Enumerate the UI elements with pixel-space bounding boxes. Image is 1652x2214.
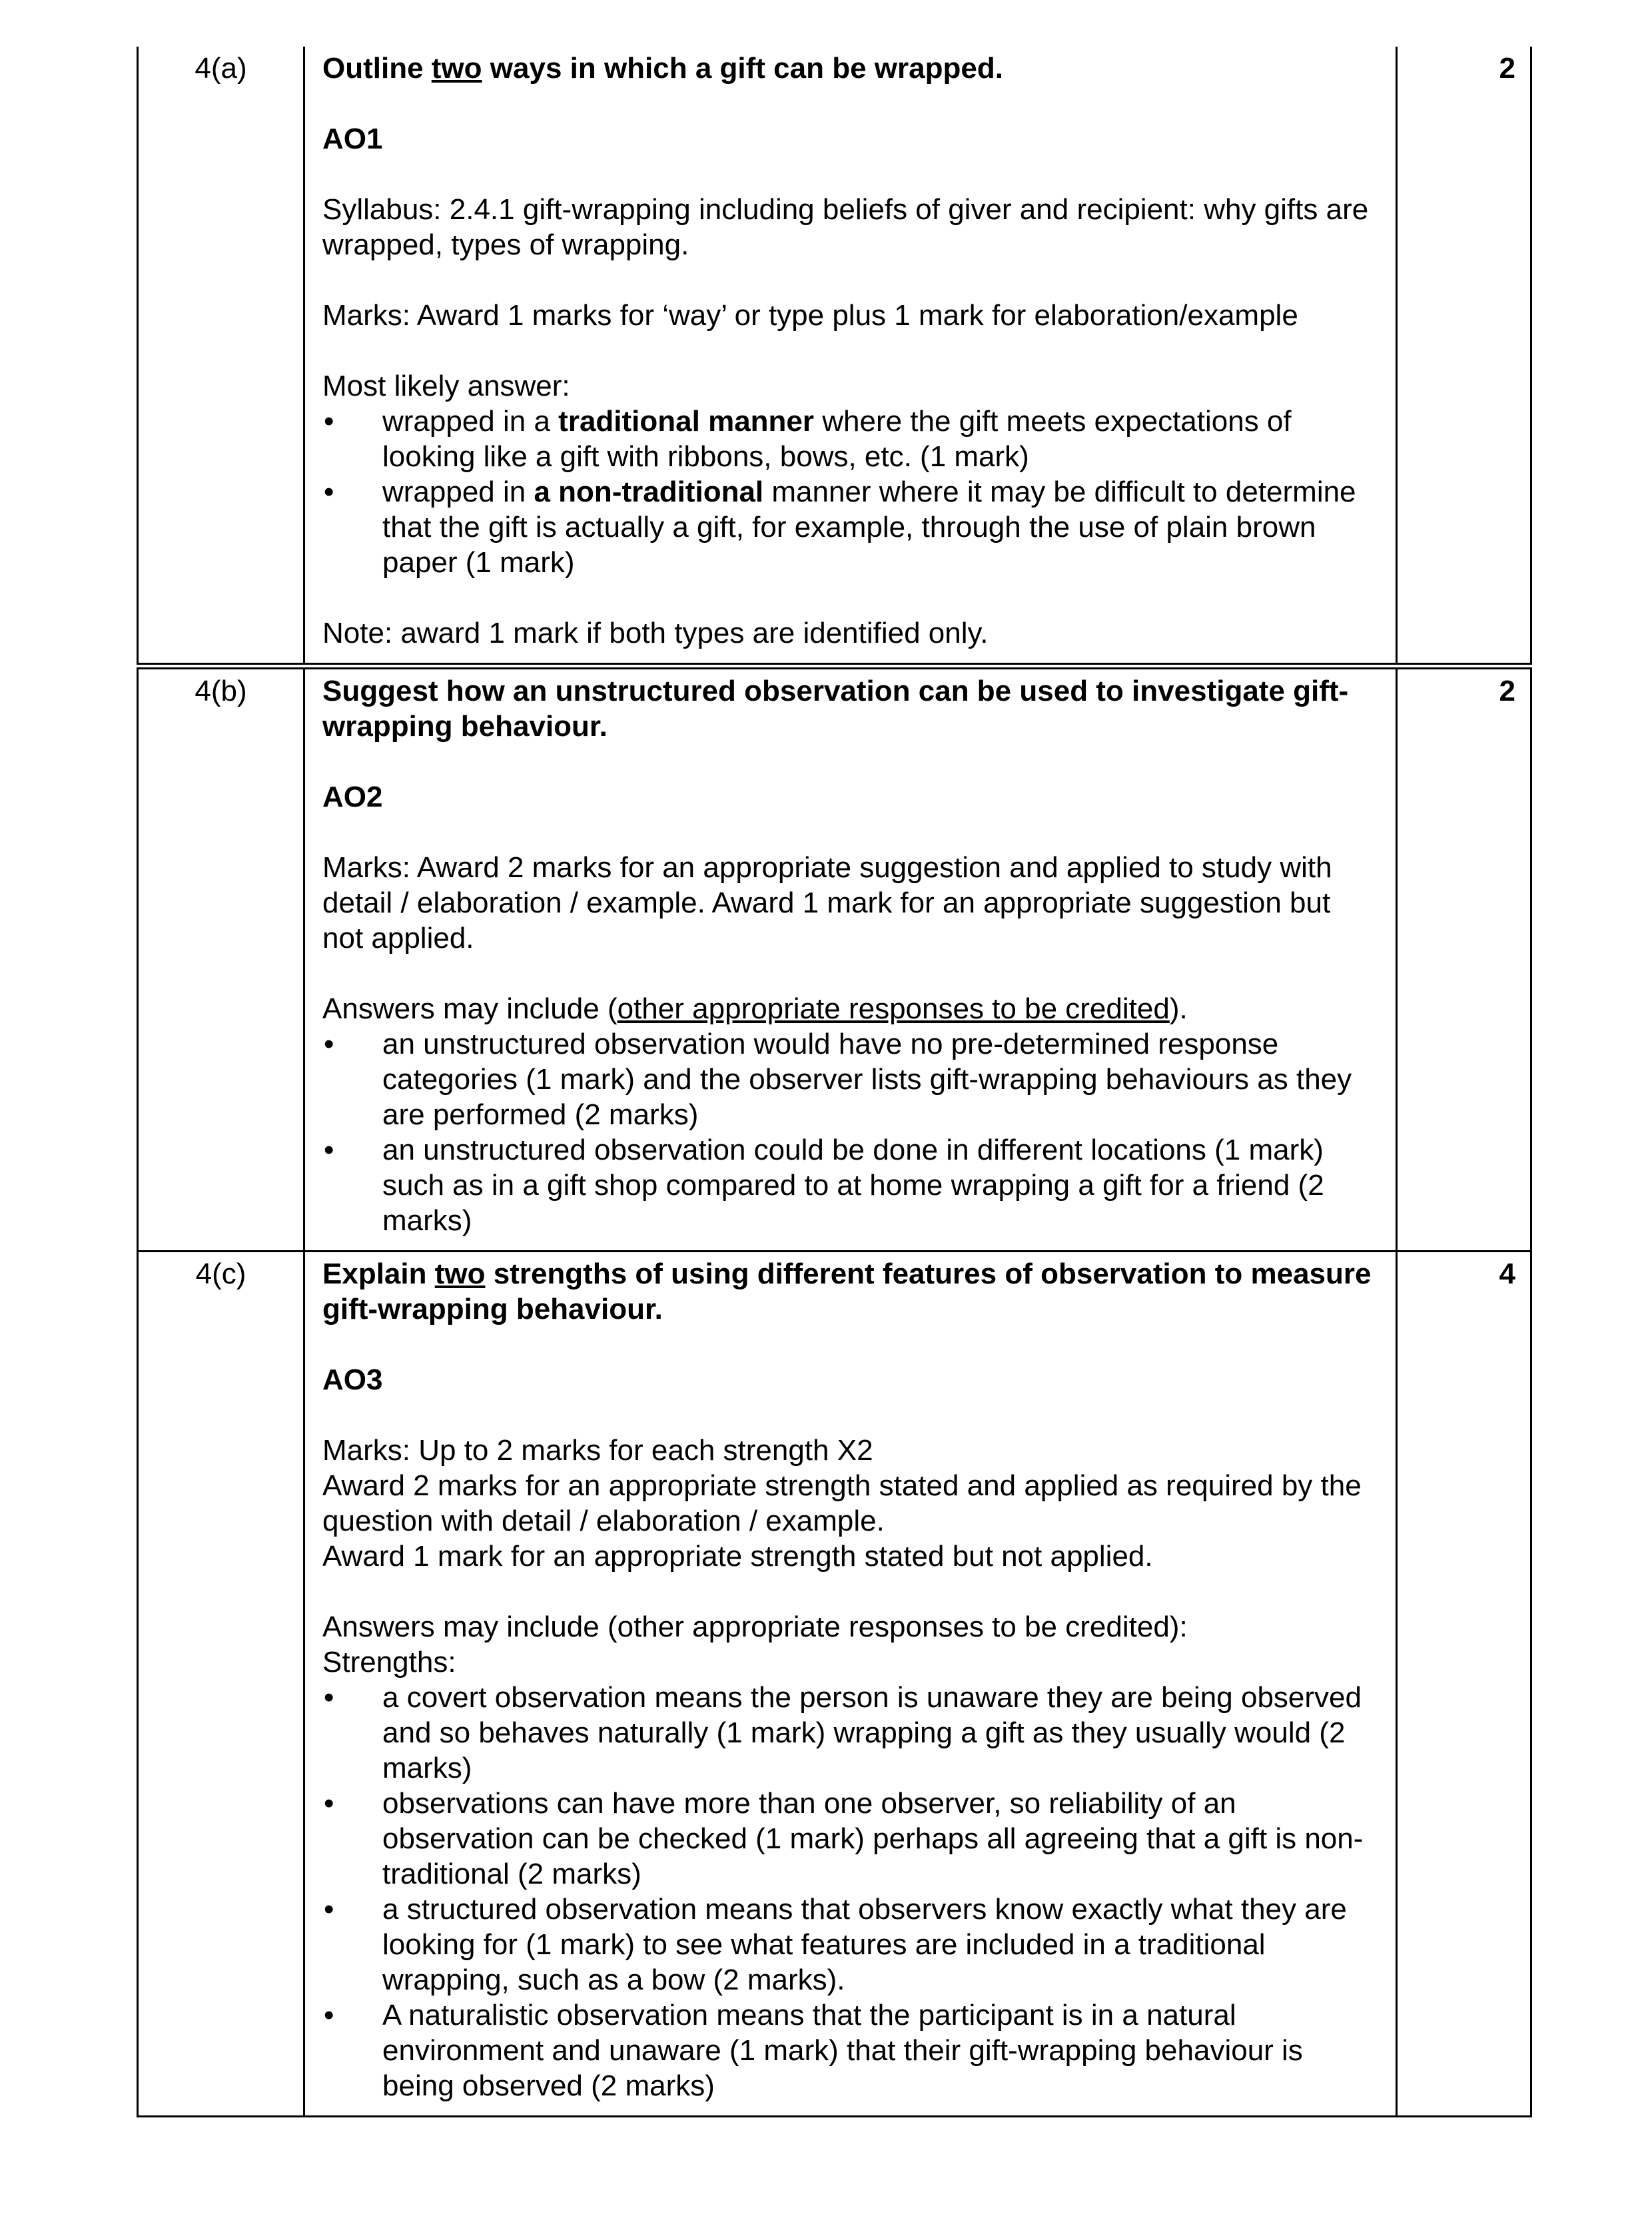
strengths-label: Strengths:	[322, 1646, 456, 1678]
list-item: • an unstructured observation would have no pre-determined response categories (1 mark) and the observer lists gift-wrapping behaviours as they are performed (2 marks)	[324, 1028, 1352, 1131]
question-number: 4(c)	[138, 1252, 304, 2117]
question-text: Explain two strengths of using different features of observation to measure gift-wrapping behaviour.	[322, 1258, 1372, 1325]
marks-guidance-line: Award 2 marks for an appropriate strength stated and applied as required by the question with detail / elaboration / example.	[322, 1469, 1362, 1537]
bullet-icon: •	[324, 1893, 334, 1926]
mark-scheme-table	[137, 47, 1532, 2117]
question-row-4a	[138, 47, 1531, 666]
list-item: • wrapped in a traditional manner where the gift meets expectations of looking like a gift with ribbons, bows, etc. (1 mark)	[324, 405, 1292, 473]
answer-list	[322, 404, 1378, 580]
list-item: • a structured observation means that observers know exactly what they are looking for (1 mark) to see what features are included in a traditional wrapping, such as a bow (2 marks).	[324, 1893, 1347, 1996]
question-content	[304, 47, 1397, 666]
marks-available: 4	[1397, 1252, 1531, 2117]
question-number: 4(b)	[138, 666, 304, 1252]
marks-guidance-line: Award 1 mark for an appropriate strength stated but not applied.	[322, 1540, 1153, 1573]
marks-guidance: Marks: Award 1 marks for ‘way’ or type plus 1 mark for elaboration/example	[322, 299, 1298, 332]
note-text: Note: award 1 mark if both types are identified only.	[322, 617, 989, 649]
list-item: • A naturalistic observation means that the participant is in a natural environment and unaware (1 mark) that their gift-wrapping behaviour is being observed (2 marks)	[324, 1999, 1303, 2102]
question-text: Outline two ways in which a gift can be wrapped.	[322, 52, 1003, 85]
bullet-icon: •	[324, 1134, 334, 1166]
list-item: • an unstructured observation could be done in different locations (1 mark) such as in a gift shop compared to at home wrapping a gift for a friend (2 marks)	[324, 1134, 1324, 1237]
question-row-4c	[138, 1252, 1531, 2117]
bullet-icon: •	[324, 405, 334, 438]
bullet-icon: •	[324, 1681, 334, 1714]
question-text: Suggest how an unstructured observation can be used to investigate gift-wrapping behaviour.	[322, 675, 1349, 743]
answer-list	[322, 1680, 1378, 2103]
marks-guidance: Marks: Award 2 marks for an appropriate suggestion and applied to study with detail / elaboration / example. Award 1 mark for an appropriate suggestion but not applied.	[322, 851, 1332, 954]
answer-intro: Most likely answer:	[322, 370, 570, 402]
assessment-objective: AO2	[322, 781, 383, 813]
answer-intro: Answers may include (other appropriate responses to be credited):	[322, 1611, 1188, 1643]
mark-scheme-page	[137, 47, 1530, 2117]
assessment-objective: AO3	[322, 1363, 383, 1396]
answer-intro: Answers may include (other appropriate responses to be credited).	[322, 992, 1188, 1025]
list-item: • observations can have more than one observer, so reliability of an observation can be checked (1 mark) perhaps all agreeing that a gift is non-traditional (2 marks)	[324, 1787, 1364, 1890]
question-number: 4(a)	[138, 47, 304, 666]
marks-guidance-line: Marks: Up to 2 marks for each strength X2	[322, 1434, 873, 1467]
syllabus-text: Syllabus: 2.4.1 gift-wrapping including beliefs of giver and recipient: why gifts are wrapped, types of wrapping.	[322, 193, 1369, 261]
question-content	[304, 666, 1397, 1252]
list-item: • a covert observation means the person is unaware they are being observed and so behaves naturally (1 mark) wrapping a gift as they usually would (2 marks)	[324, 1681, 1362, 1784]
assessment-objective: AO1	[322, 123, 383, 155]
question-row-4b	[138, 666, 1531, 1252]
question-content	[304, 1252, 1397, 2117]
list-item: • wrapped in a non-traditional manner where it may be difficult to determine that the gift is actually a gift, for example, through the use of plain brown paper (1 mark)	[324, 476, 1356, 579]
marks-available: 2	[1397, 47, 1531, 666]
bullet-icon: •	[324, 1999, 334, 2031]
bullet-icon: •	[324, 1787, 334, 1820]
bullet-icon: •	[324, 1028, 334, 1060]
answer-list	[322, 1026, 1378, 1238]
bullet-icon: •	[324, 476, 334, 508]
marks-available: 2	[1397, 666, 1531, 1252]
